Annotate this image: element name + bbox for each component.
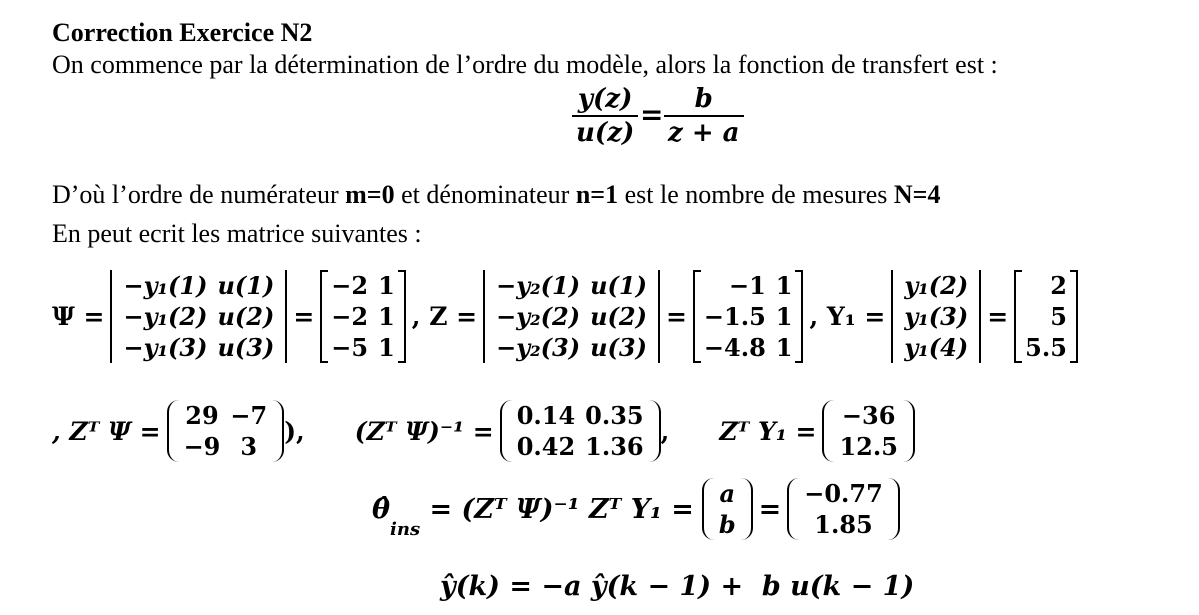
matrices-intro: En peut ecrit les matrice suivantes : (52, 219, 422, 248)
ab-vector (702, 478, 753, 540)
z-num-cell: −1 (728, 271, 766, 300)
theta-row (372, 478, 900, 540)
ab-cell: b (718, 510, 736, 539)
recurrence-equation: ŷ(k) = −a ŷ(k − 1) + b u(k − 1) (440, 571, 915, 602)
y1-num-row (1020, 270, 1072, 301)
page-title: Correction Exercice N2 (52, 18, 313, 47)
y1-num-cell: 2 (1050, 271, 1067, 300)
zt-psi-row (179, 400, 273, 431)
psi-symbolic-matrix (110, 270, 287, 363)
psi-num-row (326, 332, 400, 363)
z-label: , Z = (411, 302, 478, 331)
psi-sym-cell: u(1) (217, 271, 275, 300)
z-sym-cell: −y₂(3) (496, 333, 581, 362)
y1-sym-cell: y₁(4) (904, 333, 969, 362)
theta-subscript: ins (390, 519, 421, 540)
psi-num-cell: −5 (331, 333, 369, 362)
psi-sym-row (118, 270, 279, 301)
y1-sym-row (899, 270, 973, 301)
measure-count: N=4 (893, 180, 941, 209)
y1-sym-cell: y₁(2) (904, 271, 969, 300)
z-num-row (699, 332, 798, 363)
psi-sym-cell: −y₁(1) (123, 271, 208, 300)
z-sym-cell: u(1) (590, 271, 647, 300)
y1-label: , Y₁ = (809, 302, 886, 331)
inverse-row (512, 400, 649, 431)
y1-num-cell: 5.5 (1025, 333, 1067, 362)
psi-label: Ψ = (52, 302, 105, 331)
theta-values-cell: 1.85 (814, 510, 873, 539)
order-part-2: et dénominateur (394, 180, 576, 209)
matrices-row (52, 270, 1078, 363)
psi-num-cell: 1 (378, 271, 395, 300)
psi-num-cell: −2 (331, 302, 369, 331)
y1-sym-row (899, 332, 973, 363)
z-numeric-matrix (693, 270, 804, 363)
inverse-matrix (500, 400, 661, 462)
z-sym-row (491, 270, 652, 301)
ab-cell: a (719, 479, 736, 508)
psi-num-cell: 1 (378, 302, 395, 331)
zt-psi-cell: 3 (240, 432, 258, 461)
psi-sym-cell: u(3) (217, 333, 275, 362)
transfer-equals: = (640, 98, 664, 131)
z-equals: = (665, 302, 687, 331)
theta-values-vector (787, 478, 900, 540)
y1-sym-cell: y₁(3) (904, 302, 969, 331)
psi-num-row (326, 270, 400, 301)
theta-values-cell: −0.77 (804, 479, 883, 508)
order-part-1: D’où l’ordre de numérateur (52, 180, 346, 209)
zt-y1-row (834, 431, 902, 462)
y1-num-row (1020, 301, 1072, 332)
z-num-row (699, 301, 798, 332)
ab-row (714, 509, 741, 540)
zt-psi-row (179, 431, 273, 462)
psi-sym-cell: −y₁(2) (123, 302, 208, 331)
numerator-order: m=0 (345, 180, 395, 209)
psi-num-cell: 1 (378, 333, 395, 362)
ab-row (714, 478, 741, 509)
z-num-row (699, 270, 798, 301)
inverse-cell: 1.36 (585, 432, 644, 461)
psi-num-row (326, 301, 400, 332)
zt-y1-label: Zᵀ Y₁ = (719, 416, 817, 446)
psi-equals: = (293, 302, 315, 331)
transfer-denominator-left: u(z) (576, 118, 635, 148)
z-num-cell: 1 (775, 333, 793, 362)
order-part-3: est le nombre de mesures (618, 180, 894, 209)
psi-sym-row (118, 301, 279, 332)
z-sym-cell: −y₂(1) (496, 271, 581, 300)
zt-psi-label: , Zᵀ Ψ = (52, 416, 161, 446)
zt-psi-cell: −9 (183, 432, 221, 461)
y1-symbolic-vector (891, 270, 981, 363)
inverse-cell: 0.42 (516, 432, 576, 461)
zt-psi-cell: 29 (185, 401, 219, 430)
zt-y1-vector (822, 400, 914, 462)
inverse-cell: 0.14 (516, 401, 576, 430)
inverse-label: (Zᵀ Ψ)⁻¹ = (354, 416, 494, 446)
psi-sym-cell: u(2) (217, 302, 275, 331)
inverse-row (512, 431, 649, 462)
denominator-order: n=1 (575, 180, 619, 209)
zt-psi-cell: −7 (230, 401, 268, 430)
theta-symbol: θ̂ (372, 493, 391, 525)
z-sym-row (491, 332, 652, 363)
fraction-bar (572, 115, 638, 117)
inverse-cell: 0.35 (585, 401, 644, 430)
psi-sym-cell: −y₁(3) (123, 333, 208, 362)
z-num-cell: −4.8 (703, 333, 766, 362)
y1-sym-row (899, 301, 973, 332)
zt-y1-cell: 12.5 (839, 432, 898, 461)
zt-y1-row (834, 400, 902, 431)
zt-y1-cell: −36 (841, 401, 896, 430)
y1-num-cell: 5 (1050, 302, 1067, 331)
theta-values-row (799, 509, 888, 540)
z-symbolic-matrix (483, 270, 660, 363)
fraction-bar (664, 115, 744, 117)
transfer-numerator-left: y(z) (577, 84, 633, 114)
zt-psi-matrix (167, 400, 285, 462)
theta-values-row (799, 478, 888, 509)
transfer-left-fraction (572, 84, 638, 148)
z-sym-cell: u(2) (590, 302, 647, 331)
transfer-right-fraction (664, 84, 744, 148)
y1-equals: = (987, 302, 1009, 331)
z-sym-cell: −y₂(2) (496, 302, 581, 331)
y1-numeric-vector (1014, 270, 1078, 363)
zt-psi-tail: ), (284, 416, 305, 446)
z-sym-cell: u(3) (590, 333, 647, 362)
theta-equals: = (758, 493, 782, 525)
theta-expression: = (Zᵀ Ψ)⁻¹ Zᵀ Y₁ = (420, 493, 694, 525)
inverse-tail: , (660, 416, 670, 446)
intro-text: On commence par la détermination de l’ordre du modèle, alors la fonction de transfert est : (52, 50, 998, 79)
transfer-numerator-right: b (694, 84, 713, 114)
psi-sym-row (118, 332, 279, 363)
order-text (52, 180, 941, 210)
y1-num-row (1020, 332, 1072, 363)
psi-numeric-matrix (320, 270, 406, 363)
z-sym-row (491, 301, 652, 332)
z-num-cell: 1 (775, 271, 793, 300)
psi-num-cell: −2 (331, 271, 369, 300)
products-row (52, 400, 915, 462)
z-num-cell: 1 (775, 302, 793, 331)
transfer-denominator-right: z + a (668, 118, 740, 148)
z-num-cell: −1.5 (703, 302, 766, 331)
